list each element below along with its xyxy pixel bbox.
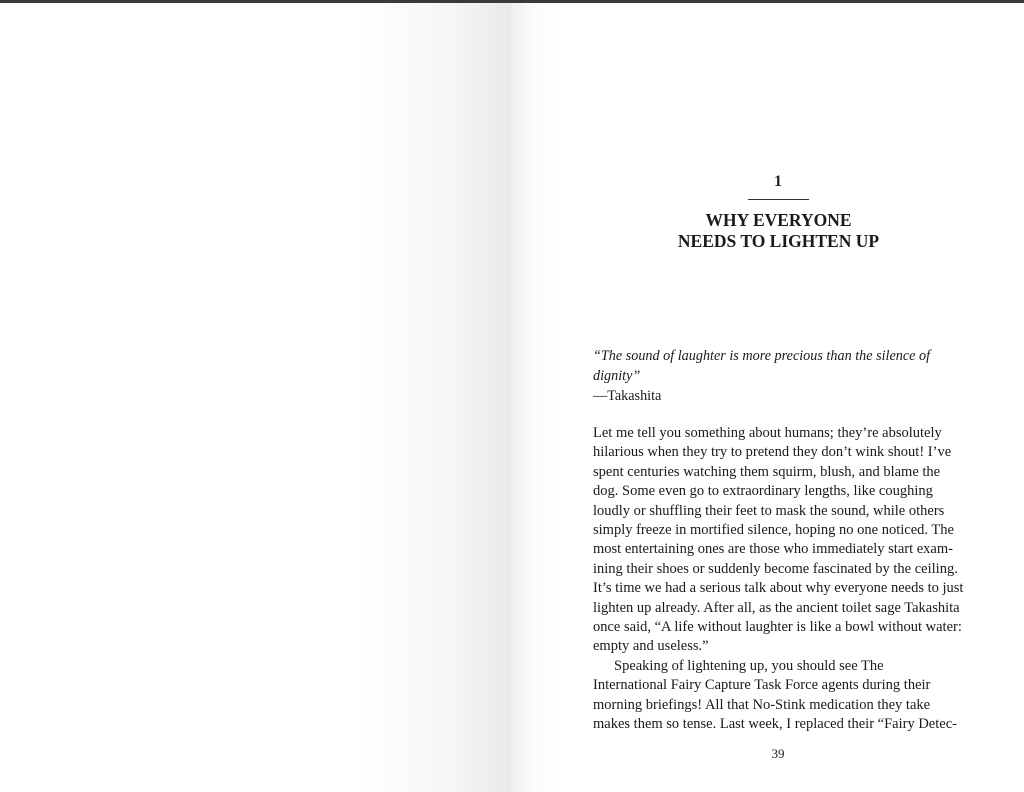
body-line: dog. Some even go to extraordinary lengths, like coughing (593, 483, 933, 500)
chapter-title-line: WHY EVERYONE (705, 210, 852, 230)
body-line: International Fairy Capture Task Force agents during their (593, 677, 931, 694)
chapter-title-line: NEEDS TO LIGHTEN UP (677, 231, 880, 251)
epigraph-attribution: —Takashita (593, 388, 662, 404)
body-text (593, 424, 965, 735)
body-line: loudly or shuffling their feet to mask the sound, while others (593, 502, 945, 519)
chapter-divider-rule (748, 199, 809, 200)
body-line: Speaking of lightening up, you should see The (614, 657, 884, 674)
body-line: morning briefings! All that No-Stink medication they take (593, 696, 931, 713)
body-line: hilarious when they try to pretend they don’t wink shout! I’ve (593, 444, 952, 461)
body-line: Let me tell you something about humans; they’re absolutely (593, 425, 942, 441)
body-line: It’s time we had a serious talk about why everyone needs to just (593, 580, 964, 597)
body-line: lighten up already. After all, as the ancient toilet sage Takashita (593, 599, 960, 616)
body-line: ining their shoes or suddenly become fascinated by the ceiling. (593, 560, 958, 577)
body-line: spent centuries watching them squirm, blush, and blame the (593, 463, 941, 480)
epigraph-quote: “The sound of laughter is more precious than the silence of dignity” (593, 348, 931, 384)
body-line: empty and useless.” (593, 638, 709, 655)
body-line: most entertaining ones are those who immediately start exam- (593, 541, 953, 558)
body-line: makes them so tense. Last week, I replaced their “Fairy Detec- (593, 716, 957, 733)
body-line: simply freeze in mortified silence, hoping no one noticed. The (593, 522, 954, 539)
epigraph (593, 346, 973, 406)
left-page-blank (0, 3, 511, 792)
page-number: 39 (771, 746, 785, 761)
chapter-title (600, 210, 957, 252)
book-spread (0, 3, 1024, 792)
body-line: once said, “A life without laughter is like a bowl without water: (593, 619, 962, 636)
chapter-number: 1 (774, 173, 782, 190)
